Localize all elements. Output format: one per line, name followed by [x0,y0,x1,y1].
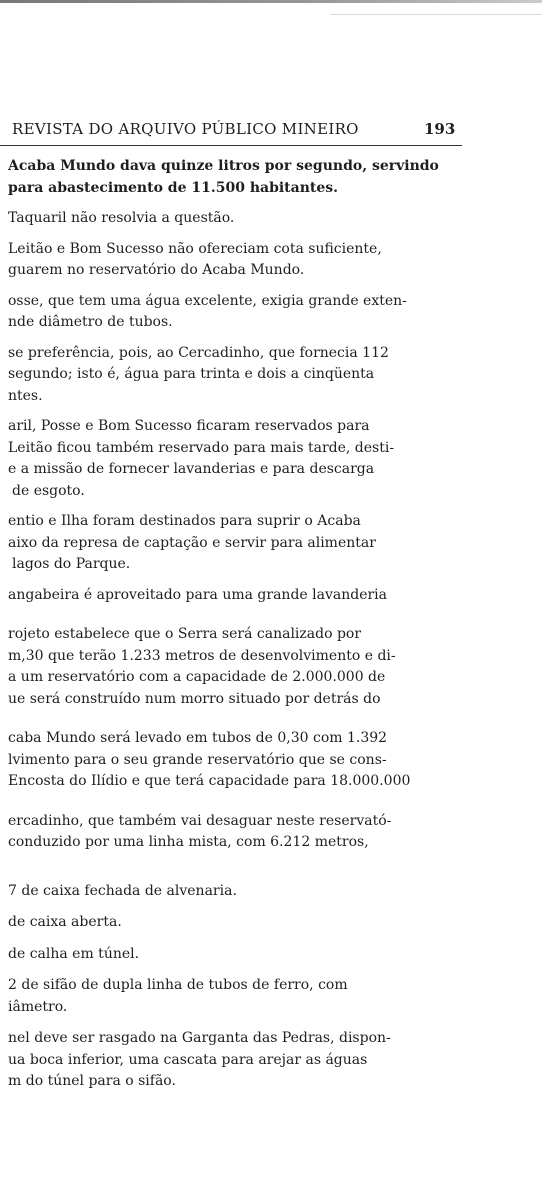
journal-title: REVISTA DO ARQUIVO PÚBLICO MINEIRO [12,120,359,138]
paragraph [0,912,542,934]
text-line: Acaba Mundo dava quinze litros por segundo, servindo [8,158,439,174]
paragraph [0,156,542,199]
paragraph [0,343,542,408]
text-line: de caixa aberta. [8,914,122,930]
text-line: segundo; isto é, água para trinta e dois a cinqüenta [8,366,375,382]
text-line: entio e Ilha foram destinados para suprir o Acaba [8,513,361,529]
text-line: Leitão ficou também reservado para mais tarde, desti- [8,439,395,456]
text-line: e a missão de fornecer lavanderias e para descarga [8,461,375,477]
text-line: lagos do Parque. [12,556,131,572]
text-line: lvimento para o seu grande reservatório que se cons- [8,751,387,768]
text-line: 7 de caixa fechada de alvenaria. [8,882,237,899]
paragraph [0,881,542,903]
text-line: aril, Posse e Bom Sucesso ficaram reservados para [8,418,370,434]
text-line: de calha em túnel. [8,945,140,962]
text-line: de esgoto. [12,482,85,499]
paragraph [0,291,542,334]
header-divider [0,145,462,146]
text-line: ue será construído num morro situado por detrás do [8,690,381,707]
text-line: nde diâmetro de tubos. [8,314,173,330]
text-line: conduzido por uma linha mista, com 6.212 metros, [8,834,369,850]
text-line: angabeira é aproveitado para uma grande lavanderia [8,586,387,603]
paragraph [0,811,542,854]
text-line: m do túnel para o sifão. [8,1073,176,1089]
text-line: osse, que tem uma água excelente, exigia grande exten- [8,292,407,309]
text-line: a um reservatório com a capacidade de 2.000.000 de [8,669,386,685]
paragraph [0,975,542,1018]
text-line: caba Mundo será levado em tubos de 0,30 com 1.392 [8,730,388,746]
text-line: ua boca inferior, uma cascata para arejar as águas [8,1051,368,1068]
text-line: iâmetro. [8,998,68,1015]
body-text [0,156,542,1093]
text-line: rojeto estabelece que o Serra será canalizado por [8,626,362,642]
text-line: Taquaril não resolvia a questão. [8,210,235,226]
text-line: m,30 que terão 1.233 metros de desenvolvimento e di- [8,647,396,664]
paragraph [0,624,542,710]
page-top-edge-secondary [330,14,542,15]
paragraph [0,728,542,793]
paragraph [0,208,542,230]
paragraph [0,1028,542,1093]
text-line: Leitão e Bom Sucesso não ofereciam cota suficiente, [8,240,382,257]
text-line: ercadinho, que também vai desaguar neste reservató- [8,812,392,829]
paragraph [0,239,542,282]
text-line: guarem no reservatório do Acaba Mundo. [8,262,305,278]
text-line: 2 de sifão de dupla linha de tubos de ferro, com [8,977,348,993]
running-header [0,118,542,144]
text-line: ntes. [8,387,43,404]
text-line: se preferência, pois, ao Cercadinho, que fornecia 112 [8,344,389,361]
page-top-edge [0,0,542,3]
paragraph [0,585,542,607]
paragraph [0,944,542,966]
paragraph [0,511,542,576]
text-line: aixo da represa de captação e servir para alimentar [8,534,376,551]
text-line: para abastecimento de 11.500 habitantes. [8,179,339,196]
text-line: nel deve ser rasgado na Garganta das Pedras, dispon- [8,1030,391,1046]
text-line: Encosta do Ilídio e que terá capacidade para 18.000.000 [8,773,411,789]
paragraph [0,416,542,502]
page-number: 193 [424,120,456,138]
